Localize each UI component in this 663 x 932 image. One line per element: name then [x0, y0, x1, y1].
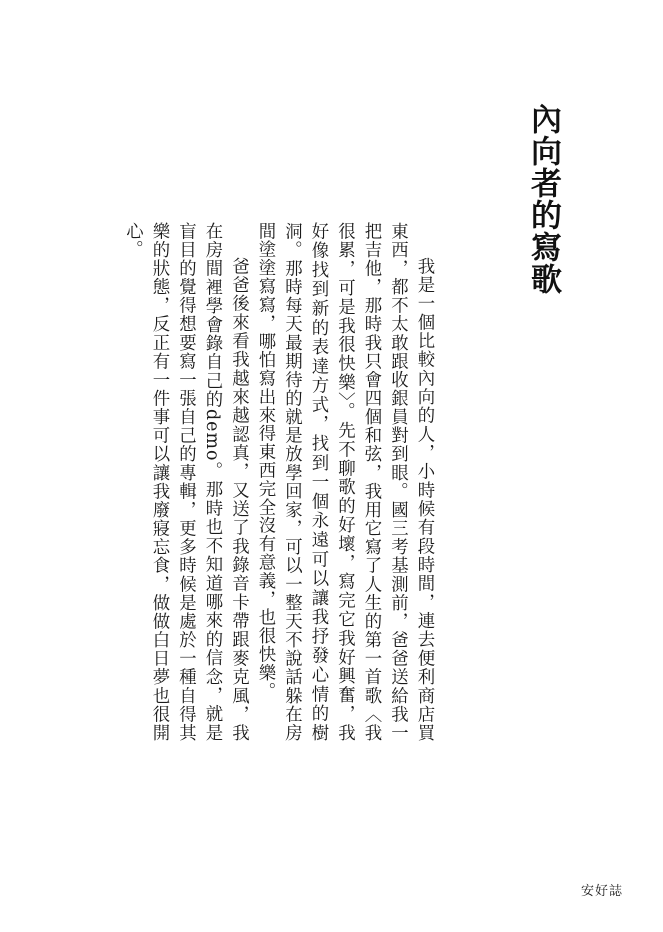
article-title: 內向者的寫歌: [525, 103, 561, 295]
paragraph: 我是一個比較內向的人，小時候有段時間，連去便利商店買東西，都不太敢跟收銀員對到眼。國三考基測前，爸爸送給我一把吉他，那時我只會四個和弦，我用它寫了人生的第一首歌〈我很累，可是我很快樂〉。先不聊歌的好壞，寫完它我好興奮，我好像找到新的表達方式，找到一個永遠可以讓我抒發心情的樹洞。那時每天最期待的就是放學回家，可以一整天不說話躲在房間塗塗寫寫，哪怕寫出來得東西完全沒有意義，也很快樂。: [255, 222, 434, 742]
author-credit: 安好誌: [580, 884, 623, 899]
paragraph: 爸爸後來看我越來越認真，又送了我錄音卡帶跟麥克風，我在房間裡學會錄自己的demo。那時也不知道哪來的信念，就是盲目的覺得想要寫一張自己的專輯，更多時候是處於一種自得其樂的狀態，反正有一件事可以讓我廢寢忘食，做做白日夢也很開心。: [122, 222, 249, 742]
article-body: [119, 222, 437, 742]
